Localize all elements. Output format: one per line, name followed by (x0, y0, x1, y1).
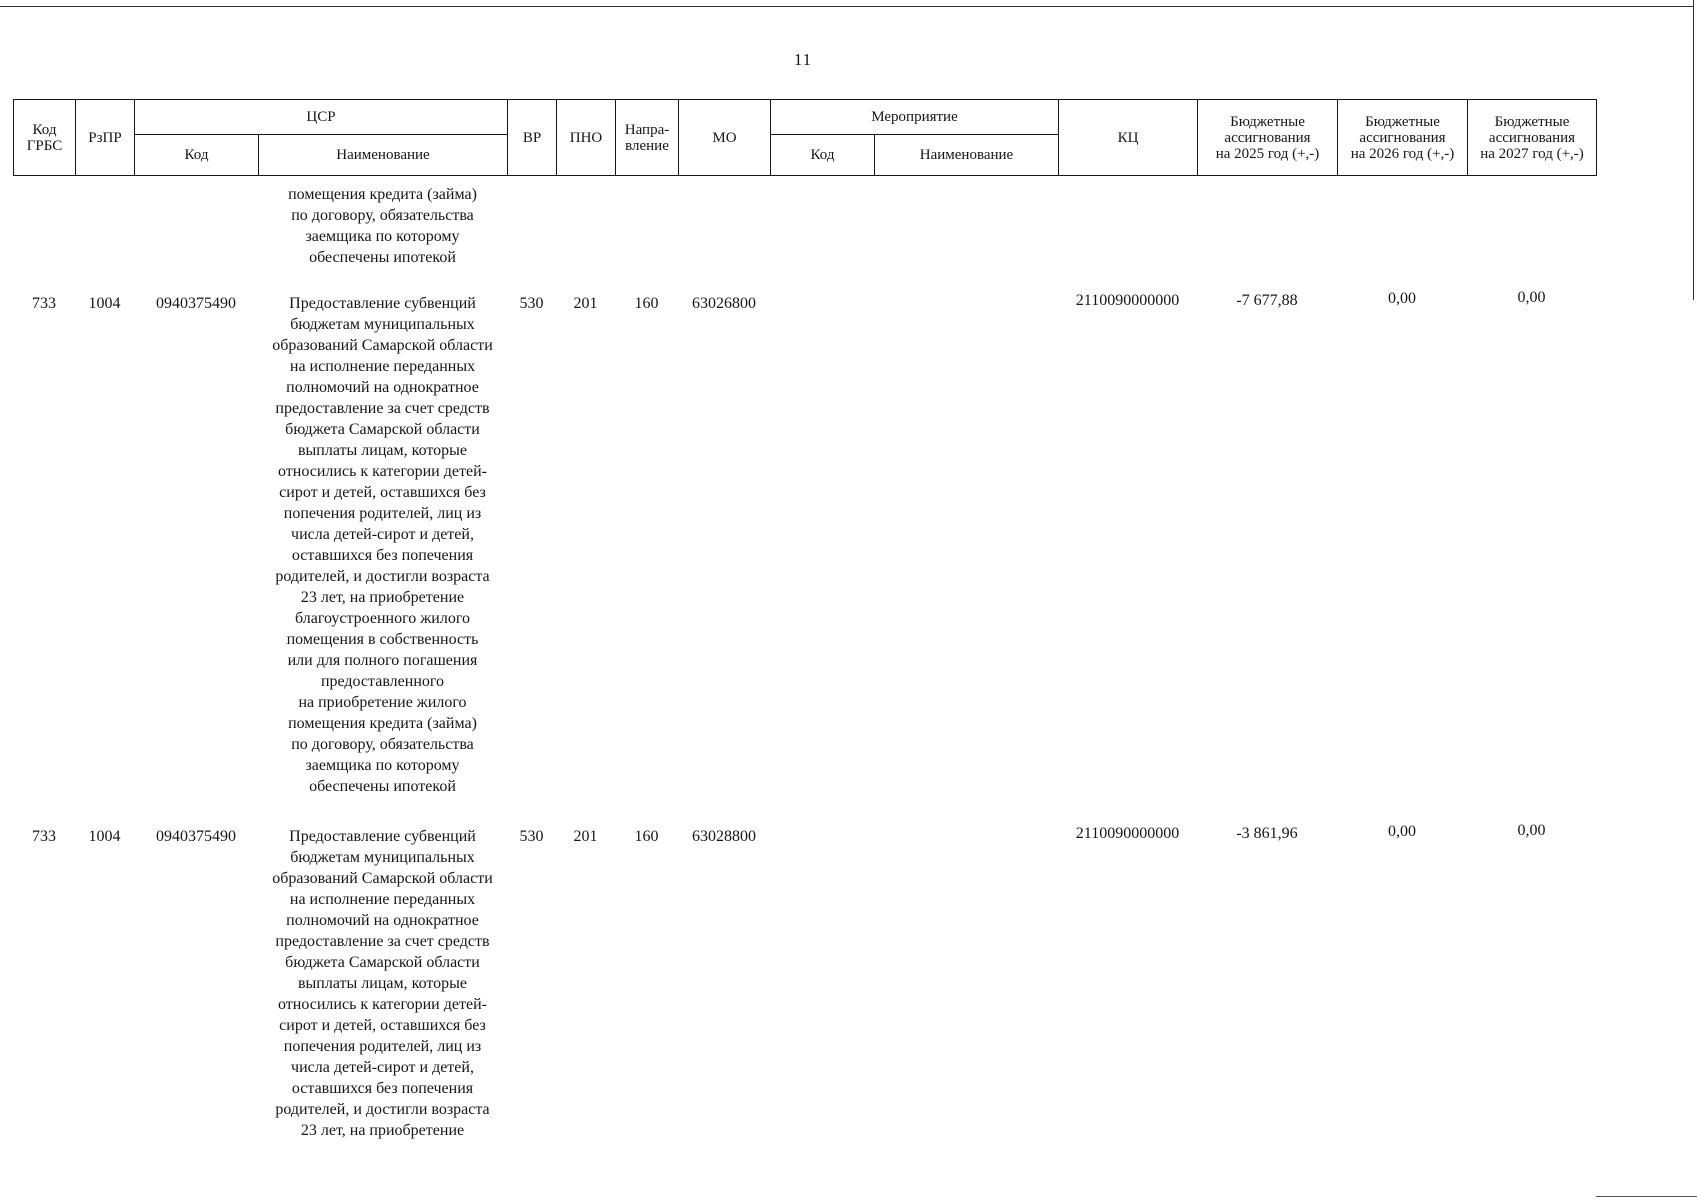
budget-2025-cell: -3 861,96 (1236, 825, 1298, 842)
name-line: обеспечены ипотекой (309, 249, 456, 266)
header-csr-code: Код (135, 135, 259, 176)
grbs-cell: 733 (32, 828, 56, 845)
name-line: предоставление за счет средств (275, 400, 490, 417)
header-event-name: Наименование (875, 135, 1059, 176)
direction-cell: 160 (634, 828, 659, 845)
header-direction-line: вление (625, 137, 669, 154)
name-line: выплаты лицам, которые (298, 975, 467, 992)
csr-code-cell: 0940375490 (156, 295, 236, 312)
header-budget-2027-line: Бюджетные (1494, 113, 1570, 130)
rzpr-cell: 1004 (88, 828, 121, 845)
header-kc: КЦ (1059, 100, 1198, 176)
mo-cell: 63028800 (692, 828, 756, 845)
page-number: 11 (793, 50, 813, 69)
header-csr-name: Наименование (259, 135, 508, 176)
header-rzpr: РзПР (76, 100, 135, 176)
header-budget-2026-line: на 2026 год (+,-) (1350, 145, 1455, 162)
scan-edge-right-line (1693, 0, 1694, 300)
csr-name-cell (254, 184, 511, 268)
name-line: образований Самарской области (272, 337, 493, 354)
name-line: на исполнение переданных (289, 891, 476, 908)
name-line: образований Самарской области (272, 870, 493, 887)
name-line: попечения родителей, лиц из (283, 505, 482, 522)
name-line: сирот и детей, оставшихся без (279, 1017, 486, 1034)
name-line: на приобретение жилого (298, 694, 467, 711)
pno-cell: 201 (573, 295, 598, 312)
budget-2025-cell: -7 677,88 (1236, 292, 1298, 309)
header-budget-2026-line: Бюджетные (1365, 113, 1440, 130)
name-line: сирот и детей, оставшихся без (279, 484, 486, 501)
name-line: родителей, и достигли возраста (275, 1101, 490, 1118)
header-budget-2025 (1198, 100, 1338, 176)
header-grbs-line: ГРБС (26, 137, 63, 154)
header-event-code: Код (771, 135, 875, 176)
name-line: относились к категории детей- (278, 996, 487, 1013)
header-grbs-line: Код (32, 121, 57, 138)
name-line: выплаты лицам, которые (298, 442, 467, 459)
kc-cell: 2110090000000 (1075, 825, 1180, 842)
name-line: относились к категории детей- (278, 463, 487, 480)
name-line: родителей, и достигли возраста (275, 568, 490, 585)
header-budget-2025-line: Бюджетные (1230, 113, 1305, 130)
name-line: по договору, обязательства (291, 207, 474, 224)
header-vr: ВР (508, 100, 557, 176)
name-line: помещения кредита (займа) (288, 715, 477, 732)
name-line: бюджета Самарской области (285, 954, 480, 971)
name-line: числа детей-сирот и детей, (291, 526, 474, 543)
header-csr: ЦСР (135, 100, 508, 135)
header-budget-2027-line: на 2027 год (+,-) (1480, 145, 1584, 162)
name-line: бюджетам муниципальных (290, 849, 475, 866)
name-line: оставшихся без попечения (291, 1080, 474, 1097)
header-budget-2027-line: ассигнования (1488, 129, 1576, 146)
header-mo: МО (679, 100, 771, 176)
name-line: предоставление за счет средств (275, 933, 490, 950)
name-line: Предоставление субвенций (289, 828, 476, 845)
scan-edge-bottom-line (1596, 1196, 1697, 1197)
header-event: Мероприятие (771, 100, 1059, 135)
name-line: 23 лет, на приобретение (300, 1122, 465, 1139)
header-grbs (14, 100, 76, 176)
vr-cell: 530 (519, 828, 544, 845)
header-direction (616, 100, 679, 176)
name-line: на исполнение переданных (289, 358, 476, 375)
csr-code-cell: 0940375490 (156, 828, 236, 845)
name-line: заемщика по которому (305, 228, 460, 245)
budget-2027-cell: 0,00 (1517, 289, 1546, 306)
name-line: Предоставление субвенций (289, 295, 476, 312)
header-budget-2025-line: ассигнования (1224, 129, 1311, 146)
csr-name-cell (254, 826, 511, 1141)
scan-edge-top-line (0, 6, 1694, 7)
header-pno: ПНО (557, 100, 616, 176)
name-line: числа детей-сирот и детей, (291, 1059, 474, 1076)
name-line: предоставленного (320, 673, 445, 690)
name-line: оставшихся без попечения (291, 547, 474, 564)
name-line: попечения родителей, лиц из (283, 1038, 482, 1055)
budget-2027-cell: 0,00 (1517, 822, 1546, 839)
name-line: помещения кредита (займа) (288, 186, 477, 203)
kc-cell: 2110090000000 (1075, 292, 1180, 309)
name-line: заемщика по которому (305, 757, 460, 774)
name-line: бюджета Самарской области (285, 421, 480, 438)
name-line: полномочий на однократное (286, 379, 479, 396)
header-budget-2025-line: на 2025 год (+,-) (1215, 145, 1320, 162)
budget-2026-cell: 0,00 (1388, 290, 1416, 307)
name-line: по договору, обязательства (291, 736, 474, 753)
vr-cell: 530 (519, 295, 544, 312)
direction-cell: 160 (634, 295, 659, 312)
name-line: обеспечены ипотекой (309, 778, 456, 795)
name-line: бюджетам муниципальных (290, 316, 475, 333)
rzpr-cell: 1004 (88, 295, 121, 312)
header-direction-line: Напра- (624, 121, 670, 138)
pno-cell: 201 (573, 828, 598, 845)
csr-name-cell (254, 293, 511, 797)
name-line: помещения в собственность (286, 631, 479, 648)
table-header (13, 99, 1597, 176)
mo-cell: 63026800 (692, 295, 756, 312)
grbs-cell: 733 (32, 295, 56, 312)
header-budget-2026 (1338, 100, 1468, 176)
name-line: 23 лет, на приобретение (300, 589, 465, 606)
header-budget-2027 (1468, 100, 1597, 176)
budget-2026-cell: 0,00 (1388, 823, 1416, 840)
name-line: благоустроенного жилого (294, 610, 471, 627)
header-budget-2026-line: ассигнования (1359, 129, 1446, 146)
name-line: или для полного погашения (287, 652, 478, 669)
name-line: полномочий на однократное (286, 912, 479, 929)
